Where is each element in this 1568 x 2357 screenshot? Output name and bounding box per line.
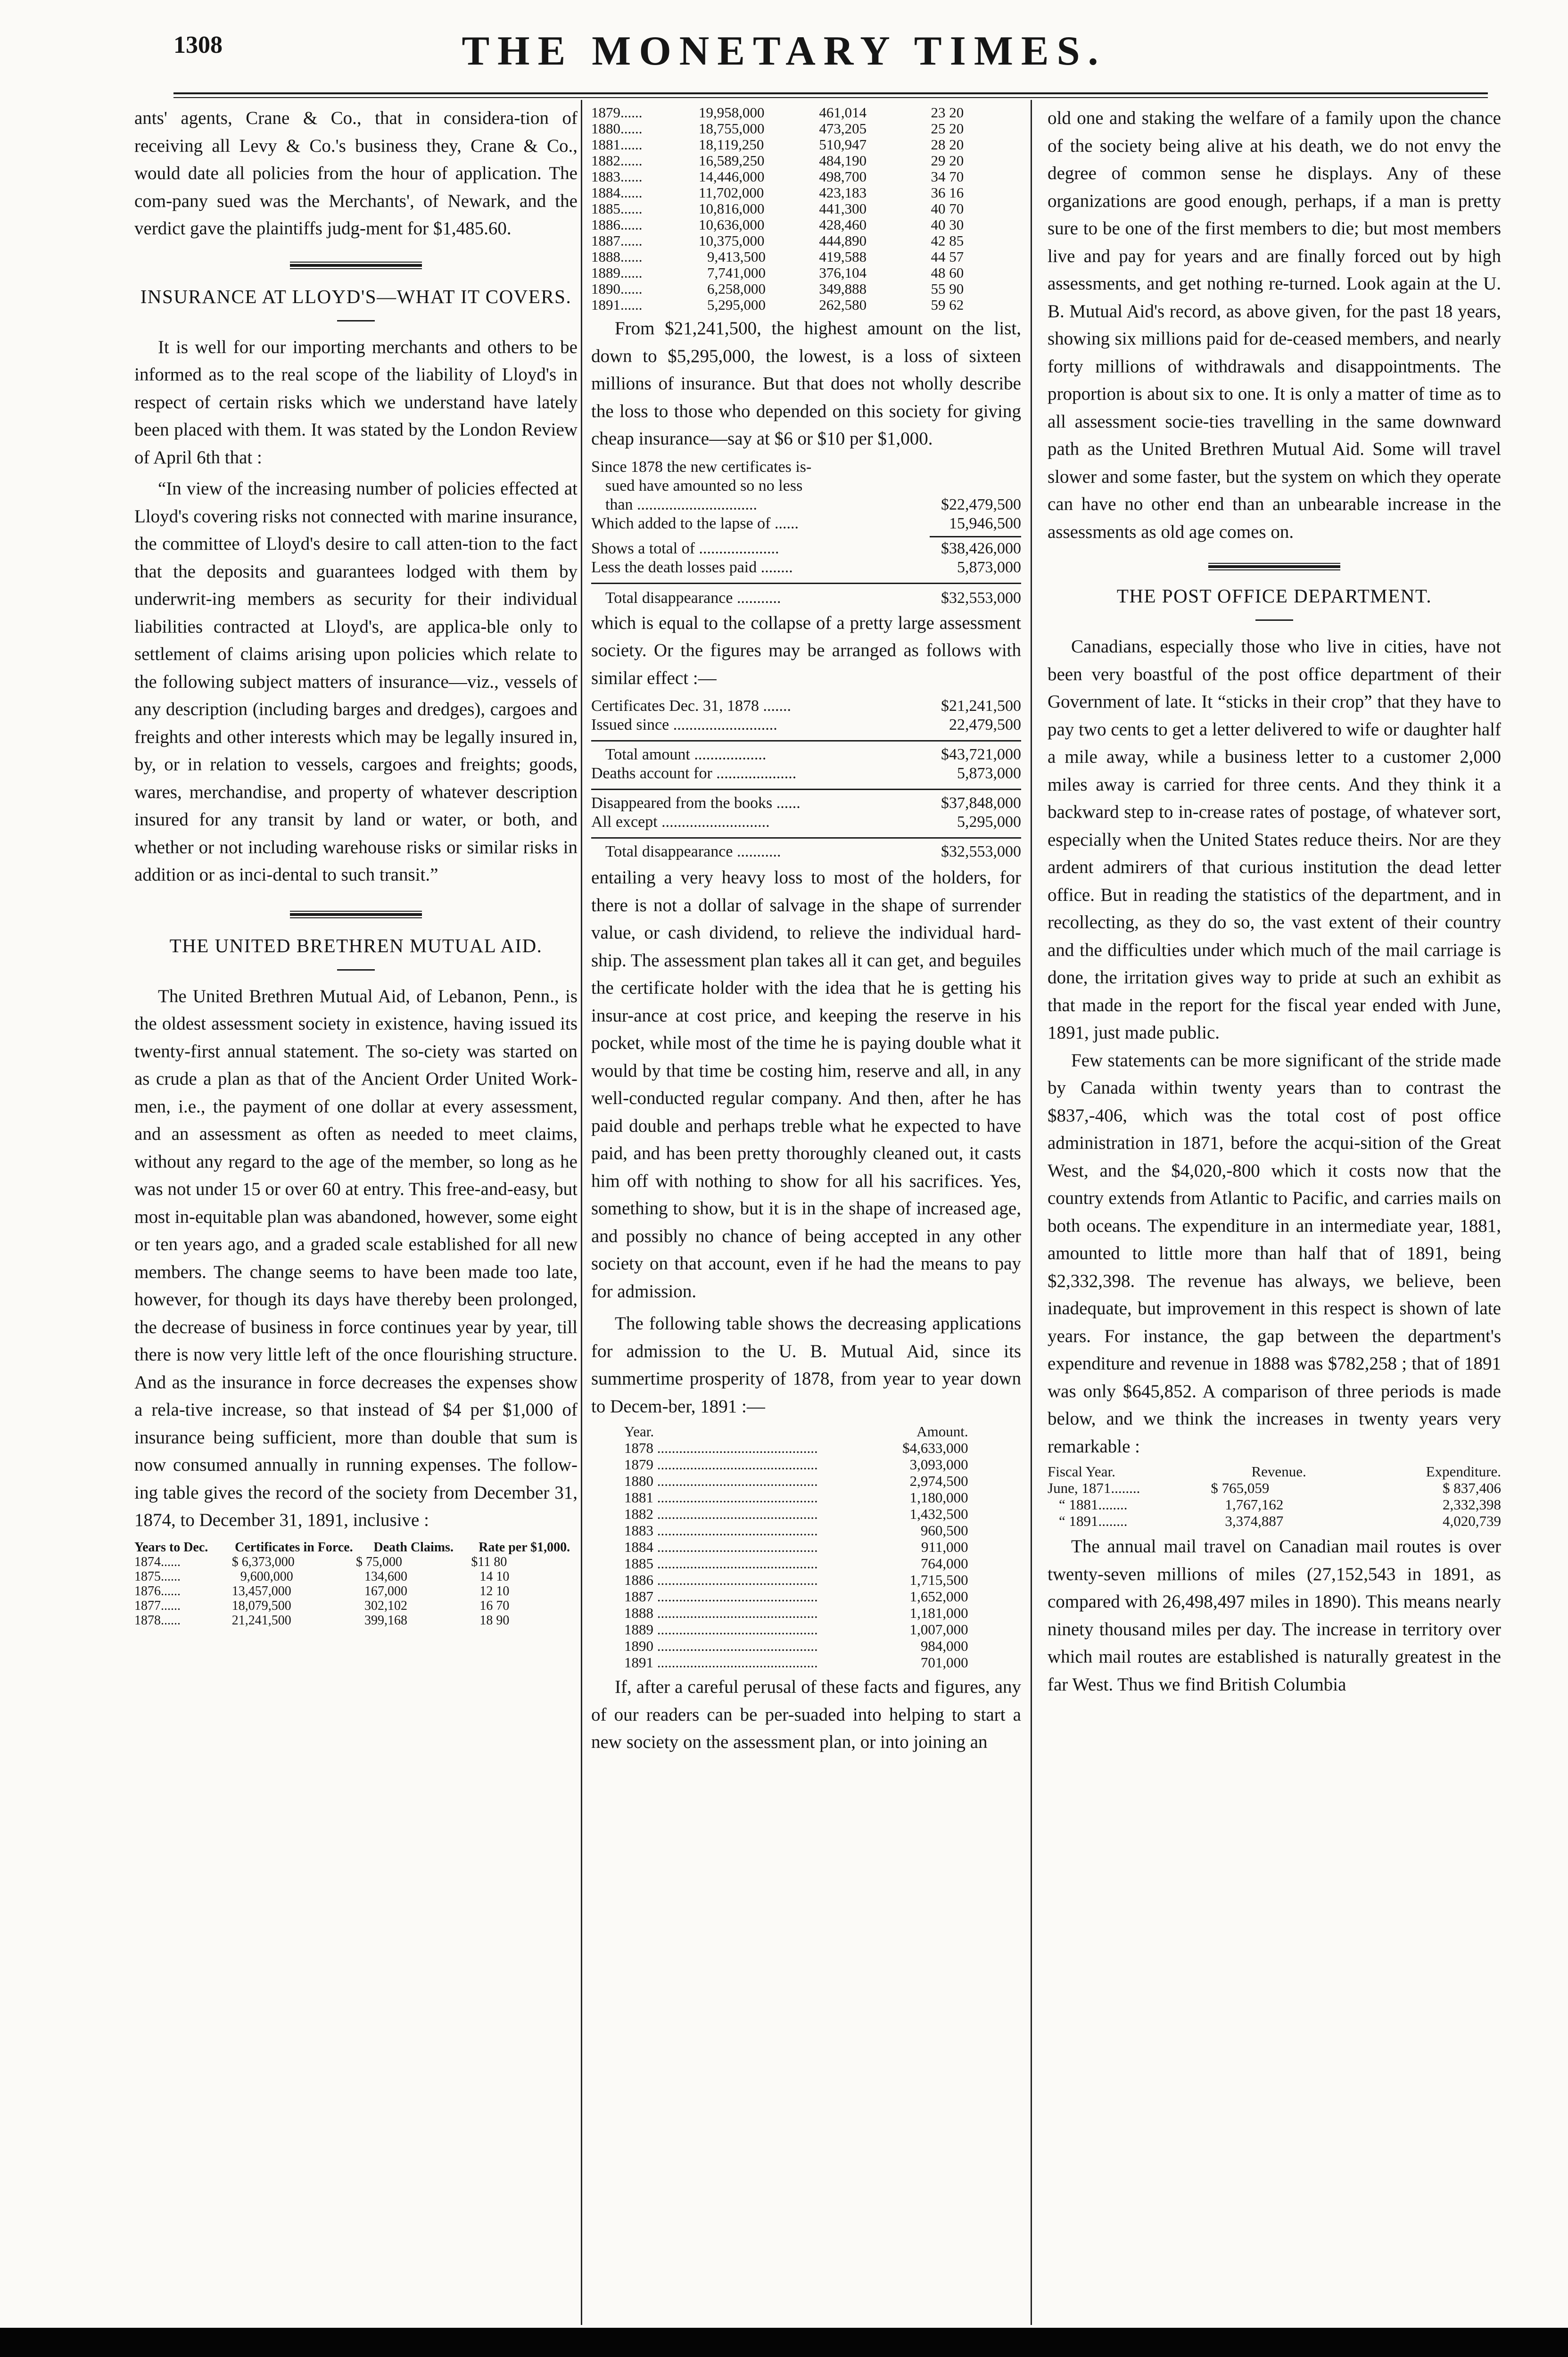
cell-rate: $11 80 <box>471 1554 507 1569</box>
calc-label: Total disappearance <box>605 843 733 860</box>
cell-year: 1887 <box>624 1588 653 1605</box>
calc-line: Disappeared from the books ...... $37,848,000 <box>591 794 1021 812</box>
calc-label: Shows a total of <box>591 539 695 557</box>
cell-certificates: 9,600,000 <box>240 1569 293 1584</box>
cell-certificates: 9,413,500 <box>707 248 766 265</box>
table-row: 1879 ............................................ 3,093,000 <box>624 1456 968 1473</box>
calc-line: Deaths account for .................... 5,873,000 <box>591 765 1021 782</box>
calc-rule <box>591 533 1021 539</box>
from-paragraph: From $21,241,500, the highest amount on the list, down to $5,295,000, the lowest, is a loss of sixteen millions of insurance. But that does not wholly describe the loss to those who depended on this society for giving cheap insurance—say at $6 or $10 per $1,000. <box>591 318 1021 449</box>
calc-line <box>591 458 1021 477</box>
cell-certificates: 13,457,000 <box>231 1583 291 1599</box>
table-row <box>1048 1496 1501 1513</box>
cell-certificates: $ 6,373,000 <box>231 1554 295 1569</box>
heading-rule <box>337 969 375 971</box>
cell-certificates: 7,741,000 <box>707 264 766 281</box>
cell-death-claims: 376,104 <box>819 264 867 281</box>
cell-revenue: 1,767,162 <box>1225 1496 1284 1513</box>
cell-certificates: 10,636,000 <box>699 216 765 233</box>
cell-year: 1884...... <box>591 184 643 201</box>
cell-certificates: 18,755,000 <box>699 120 765 137</box>
col-header-revenue: Revenue. <box>1251 1463 1306 1480</box>
post-office-heading: THE POST OFFICE DEPARTMENT. <box>1116 585 1432 607</box>
table-row: 1886 ............................................ 1,715,500 <box>624 1572 968 1588</box>
table-row <box>134 1555 578 1569</box>
cell-certificates: 10,816,000 <box>699 200 765 217</box>
calc-value: 22,479,500 <box>949 716 1021 733</box>
cell-death-claims: 423,183 <box>819 184 867 201</box>
cell-certificates: 21,241,500 <box>231 1613 291 1628</box>
cell-year: 1877...... <box>134 1598 181 1613</box>
cell-year: 1887...... <box>591 232 643 249</box>
col-header-amount: Amount. <box>916 1423 968 1440</box>
col-header-certificates: Certificates in Force. <box>235 1540 353 1555</box>
table-row <box>591 105 1021 121</box>
col-header-death-claims: Death Claims. <box>373 1540 454 1555</box>
cell-revenue: $ 765,059 <box>1211 1480 1270 1496</box>
calc-value: $43,721,000 <box>941 746 1021 763</box>
cell-rate: 14 10 <box>479 1569 510 1584</box>
col-header-year: Year. <box>624 1423 654 1440</box>
calc-label: Disappeared from the books <box>591 794 773 812</box>
cell-year: 1890...... <box>591 280 643 297</box>
cell-certificates: 16,589,250 <box>699 152 765 169</box>
cell-death-claims: 498,700 <box>819 168 867 185</box>
cell-expenditure: $ 837,406 <box>1443 1480 1501 1496</box>
table-row: 1889 ............................................ 1,007,000 <box>624 1621 968 1638</box>
table-row: 1884 ............................................ 911,000 <box>624 1539 968 1555</box>
section-divider <box>1208 563 1340 570</box>
cell-year: 1880 <box>624 1473 653 1489</box>
col-header-fiscal-year: Fiscal Year. <box>1048 1463 1115 1480</box>
calc-rule <box>591 832 1021 842</box>
table-row <box>591 249 1021 265</box>
table-row <box>1048 1480 1501 1496</box>
cell-death-claims: 428,460 <box>819 216 867 233</box>
calc-label: Total amount <box>605 746 690 763</box>
calc-label: Certificates Dec. 31, 1878 <box>591 697 759 715</box>
calc-value: $32,553,000 <box>941 843 1021 860</box>
cell-death-claims: 167,000 <box>364 1583 407 1599</box>
calc-value: 15,946,500 <box>949 514 1021 532</box>
post-office-paragraph-3: The annual mail travel on Canadian mail routes is over twenty-seven millions of miles (27,152,543 in 1891, as compared with 26,498,497 miles in 1890). This means nearly ninety thousand miles per day. The increase in territory over which mail routes are established is naturally greatest in the far West. Thus we find British Columbia <box>1048 1536 1501 1695</box>
cell-year: 1885 <box>624 1555 653 1572</box>
calc-line: Certificates Dec. 31, 1878 ....... $21,241,500 <box>591 697 1021 715</box>
cell-certificates: 18,119,250 <box>699 136 764 153</box>
cell-year: 1890 <box>624 1638 653 1654</box>
table-row <box>591 281 1021 297</box>
cell-amount: 1,007,000 <box>909 1621 968 1638</box>
ub-paragraph: The United Brethren Mutual Aid, of Lebanon, Penn., is the oldest assessment society in existence, having issued its twenty-first annual statement. The so-ciety was started on as crude a plan as that of the Ancient Order United Work-men, i.e., the payment of one dollar at every assessment, and an assessment as often as needed to meet claims, without any regard to the age of the member, so long as he was not under 15 or over 60 at entry. This free-and-easy, but most in-equitable plan was abandoned, however, some eight or ten years ago, and a graded scale established for all new members. The change seems to have been made too late, however, for though its days have thereby been prolonged, the decrease of business in force continues year by year, till there is now very little left of the once flourishing structure. And as the insurance in force decreases the expenses show a rela-tive increase, so that instead of $4 per $1,000 of insurance being sufficient, more than double that sum is now consumed annually in running expenses. The follow-ing table gives the record of the society from December 31, 1874, to December 31, 1891, inclusive : <box>134 986 578 1530</box>
cell-year: 1881...... <box>591 136 643 153</box>
calc-line: Less the death losses paid ........ 5,873,000 <box>591 558 1021 576</box>
cell-year: 1884 <box>624 1539 653 1555</box>
calc-label: Deaths account for <box>591 765 712 782</box>
cell-certificates: 6,258,000 <box>707 280 766 297</box>
table-row <box>134 1584 578 1599</box>
calc-label: Issued since <box>591 716 669 733</box>
fiscal-comparison-table <box>1048 1463 1501 1529</box>
calc-label: Total disappearance <box>605 589 733 607</box>
cell-year: 1876...... <box>134 1583 181 1599</box>
cell-year: “ 1881........ <box>1059 1496 1128 1513</box>
cell-rate: 12 10 <box>479 1583 510 1599</box>
cell-certificates: 14,446,000 <box>699 168 765 185</box>
section-divider <box>290 911 422 918</box>
cell-year: 1878...... <box>134 1613 181 1628</box>
calc-label: Since 1878 the new certificates is- <box>591 458 812 476</box>
table-row <box>134 1613 578 1628</box>
table-row: 1880 ............................................ 2,974,500 <box>624 1473 968 1489</box>
calc-value: 5,873,000 <box>957 765 1021 782</box>
cell-death-claims: 419,588 <box>819 248 867 265</box>
cell-year: 1888...... <box>591 248 643 265</box>
table-row: 1881 ............................................ 1,180,000 <box>624 1489 968 1506</box>
cell-death-claims: 441,300 <box>819 200 867 217</box>
cell-rate: 40 70 <box>931 200 964 217</box>
calculation-table-1 <box>591 458 1021 608</box>
cell-year: 1885...... <box>591 200 643 217</box>
applications-table <box>624 1423 968 1671</box>
table-row: 1890 ............................................ 984,000 <box>624 1638 968 1654</box>
calc-label: All except <box>591 813 658 831</box>
section-divider <box>290 262 422 269</box>
table-row <box>591 169 1021 185</box>
table-row <box>1048 1513 1501 1529</box>
table-row <box>591 217 1021 233</box>
column-right <box>1039 105 1501 1698</box>
calc-value: $21,241,500 <box>941 697 1021 715</box>
table-row <box>591 121 1021 137</box>
cell-year: 1886 <box>624 1572 653 1588</box>
cell-rate: 36 16 <box>931 184 964 201</box>
cell-year: 1880...... <box>591 120 643 137</box>
calc-label: than <box>605 495 633 513</box>
cell-death-claims: 484,190 <box>819 152 867 169</box>
cell-year: 1891 <box>624 1654 653 1671</box>
col-header-expenditure: Expenditure. <box>1426 1463 1501 1480</box>
column-left <box>134 105 578 1628</box>
cell-rate: 29 20 <box>931 152 964 169</box>
calc-label: sued have amounted so no less <box>605 477 803 494</box>
cell-year: 1886...... <box>591 216 643 233</box>
calculation-table-2 <box>591 697 1021 861</box>
cell-year: 1875...... <box>134 1569 181 1584</box>
cell-amount: 984,000 <box>920 1638 968 1654</box>
cell-death-claims: 444,890 <box>819 232 867 249</box>
cell-amount: 701,000 <box>920 1654 968 1671</box>
cell-death-claims: 461,014 <box>819 104 867 121</box>
table-row: 1888 ............................................ 1,181,000 <box>624 1605 968 1621</box>
entailing-paragraph: entailing a very heavy loss to most of the holders, for there is not a dollar of salvage in the shape of surrender value, or cash dividend, to relieve the individual hard-ship. The assessment plan takes all it can get, and beguiles the certificate holder with the idea that he is getting his insur-ance at cost price, and keeping the reserve in his pocket, while most of the time he is paying double what it would by that time be costing him, reserve and all, in any well-conducted regular company. And then, after he has paid double and perhaps treble what he expected to have paid, and has been pretty thoroughly cleaned out, it casts him off with nothing to show for all his sacrifices. Yes, something to show, but it is in the shape of increased age, and possibly no chance of being accepted in any other society on that account, even if he had the means to pay for admission. <box>591 867 1021 1302</box>
cell-rate: 55 90 <box>931 280 964 297</box>
cell-amount: 2,974,500 <box>909 1473 968 1489</box>
cell-year: 1889...... <box>591 264 643 281</box>
calc-line: Which added to the lapse of ...... 15,946,500 <box>591 514 1021 532</box>
col-header-rate: Rate per $1,000. <box>479 1540 570 1555</box>
table-row: 1883 ............................................ 960,500 <box>624 1522 968 1539</box>
column-middle <box>579 105 1032 1756</box>
calc-value: $37,848,000 <box>941 794 1021 812</box>
cell-rate: 23 20 <box>931 104 964 121</box>
intro-paragraph: ants' agents, Crane & Co., that in considera-tion of receiving all Levy & Co.'s business they, Crane & Co., would date all policies from the hour of application. The com-pany sued was the Merchants', of Newark, and the verdict gave the plaintiffs judg-ment for $1,485.60. <box>134 108 578 239</box>
table-row <box>591 233 1021 249</box>
cell-year: 1881 <box>624 1489 653 1506</box>
cell-year: “ 1891........ <box>1059 1513 1128 1529</box>
cell-certificates: 10,375,000 <box>699 232 765 249</box>
calc-value: 5,295,000 <box>957 813 1021 831</box>
cell-year: 1879...... <box>591 104 643 121</box>
cell-certificates: 19,958,000 <box>699 104 765 121</box>
cell-death-claims: 349,888 <box>819 280 867 297</box>
cell-year: 1889 <box>624 1621 653 1638</box>
ub-record-table-part2 <box>591 105 1021 313</box>
scan-bottom-edge <box>0 2328 1568 2357</box>
cell-rate: 59 62 <box>931 297 964 313</box>
cell-rate: 16 70 <box>479 1598 510 1613</box>
cell-expenditure: 2,332,398 <box>1443 1496 1501 1513</box>
cell-death-claims: 473,205 <box>819 120 867 137</box>
heading-rule <box>1255 619 1293 621</box>
calc-line: Total disappearance ........... $32,553,000 <box>605 843 1021 860</box>
calc-line: than .............................. $22,479,500 <box>605 495 1021 513</box>
calc-value: $22,479,500 <box>941 495 1021 513</box>
calc-line: Total amount .................. $43,721,000 <box>605 746 1021 763</box>
table-header-row <box>134 1540 578 1555</box>
lloyds-paragraph: It is well for our importing merchants and others to be informed as to the real scope of the liability of Lloyd's in respect of certain risks which we understand have lately been placed with them. It was stated by the London Review of April 6th that : <box>134 337 578 468</box>
masthead-title: THE MONETARY TIMES. <box>462 28 1106 74</box>
cell-amount: 1,715,500 <box>909 1572 968 1588</box>
cell-amount: 3,093,000 <box>909 1456 968 1473</box>
table-row <box>134 1569 578 1584</box>
calc-label: Less the death losses paid <box>591 558 757 576</box>
page-number: 1308 <box>173 32 223 58</box>
calc-line: Total disappearance ........... $32,553,000 <box>605 589 1021 607</box>
cell-certificates: 5,295,000 <box>707 297 766 313</box>
cell-year: 1878 <box>624 1440 653 1456</box>
cell-death-claims: 510,947 <box>819 136 867 153</box>
calc-label: Which added to the lapse of <box>591 514 771 532</box>
table-row: 1887 ............................................ 1,652,000 <box>624 1588 968 1605</box>
cell-expenditure: 4,020,739 <box>1443 1513 1501 1529</box>
cell-rate: 28 20 <box>931 136 964 153</box>
table-row: 1878 ............................................ $4,633,000 <box>624 1440 968 1456</box>
cell-year: 1883 <box>624 1522 653 1539</box>
cell-death-claims: 262,580 <box>819 297 867 313</box>
col-header-year: Years to Dec. <box>134 1540 208 1555</box>
cell-amount: 911,000 <box>921 1539 968 1555</box>
table-header-row <box>1048 1463 1501 1480</box>
post-office-paragraph-2: Few statements can be more significant of the stride made by Canada within twenty years than to contrast the $837,-406, which was the total cost of post office administration in 1871, before the acqui-sition of the Great West, and the $4,020,-800 which it costs now that the country extends from Atlantic to Pacific, and carries mails on both oceans. The expenditure in an intermediate year, 1881, amounted to little more than half that of 1891, being $2,332,398. The revenue has always, we believe, been inadequate, but improvement in this respect is shown of late years. For instance, the gap between the department's expenditure and revenue in 1888 was $782,258 ; that of 1891 was only $645,852. A comparison of three periods is made below, and we think the increases in twenty years very remarkable : <box>1048 1050 1501 1457</box>
calc-rule <box>591 734 1021 745</box>
cell-rate: 48 60 <box>931 264 964 281</box>
calc-value: $38,426,000 <box>941 539 1021 557</box>
cell-certificates: 11,702,000 <box>699 184 764 201</box>
cell-year: 1874...... <box>134 1554 181 1569</box>
cell-amount: 960,500 <box>920 1522 968 1539</box>
which-paragraph: which is equal to the collapse of a pretty large assessment society. Or the figures may be arranged as follows with similar effect :— <box>591 612 1021 688</box>
cell-year: 1882 <box>624 1506 653 1522</box>
lloyds-heading: INSURANCE AT LLOYD'S—WHAT IT COVERS. <box>140 285 572 307</box>
if-paragraph: If, after a careful perusal of these facts and figures, any of our readers can be per-suaded into helping to start a new society on the assessment plan, or into joining an <box>591 1677 1021 1752</box>
cell-rate: 25 20 <box>931 120 964 137</box>
table-row: 1882 ............................................ 1,432,500 <box>624 1506 968 1522</box>
cell-certificates: 18,079,500 <box>231 1598 291 1613</box>
table-header-row <box>624 1423 968 1440</box>
cell-amount: 764,000 <box>920 1555 968 1572</box>
calc-value: 5,873,000 <box>957 558 1021 576</box>
table-row <box>591 153 1021 169</box>
cell-year: 1891...... <box>591 297 643 313</box>
following-paragraph: The following table shows the decreasing applications for admission to the U. B. Mutual Aid, since its summertime prosperity of 1878, from year to year down to Decem-ber, 1891 :— <box>591 1313 1021 1417</box>
cell-death-claims: 134,600 <box>364 1569 407 1584</box>
table-row: 1891 ............................................ 701,000 <box>624 1654 968 1671</box>
heading-rule <box>337 320 375 321</box>
cell-rate: 18 90 <box>479 1613 510 1628</box>
lloyds-quote: “In view of the increasing number of policies effected at Lloyd's covering risks not connected with marine insurance, the committee of Lloyd's desire to call atten-tion to the fact that the deposits and guarantees lodged with them by underwrit-ing members as security for their individual liabilities contracted at Lloyd's, are applica-ble only to settlement of claims arising upon policies which relate to the following subject matters of insurance—viz., vessels of any description (including barges and dredges), cargoes and freights and other interests which may be legally insured in, by, or in relation to vessels, cargoes and freights; goods, wares, merchandise, and property of whatever description insured for any transit by land or water, or both, and whether or not including warehouse risks or similar risks in addition or as inci-dental to such transit.” <box>134 478 578 885</box>
cell-amount: 1,181,000 <box>909 1605 968 1621</box>
ub-record-table-part1 <box>134 1540 578 1628</box>
table-row <box>591 265 1021 281</box>
cell-death-claims: 302,102 <box>364 1598 407 1613</box>
cell-year: June, 1871........ <box>1048 1480 1140 1496</box>
table-row <box>591 137 1021 153</box>
cell-death-claims: $ 75,000 <box>355 1554 402 1569</box>
cell-amount: 1,652,000 <box>909 1588 968 1605</box>
cell-year: 1882...... <box>591 152 643 169</box>
cell-rate: 34 70 <box>931 168 964 185</box>
header-rule-thin <box>173 97 1488 98</box>
cell-rate: 44 57 <box>931 248 964 265</box>
cell-rate: 42 85 <box>931 232 964 249</box>
table-row <box>591 297 1021 313</box>
table-row <box>591 201 1021 217</box>
header-rule-thick <box>173 92 1488 94</box>
page-header <box>0 0 1568 94</box>
calc-value: $32,553,000 <box>941 589 1021 607</box>
calc-rule <box>591 577 1021 589</box>
cell-amount: $4,633,000 <box>902 1440 968 1456</box>
cell-death-claims: 399,168 <box>364 1613 407 1628</box>
table-row <box>591 185 1021 201</box>
table-row: 1885 ............................................ 764,000 <box>624 1555 968 1572</box>
calc-line: All except ........................... 5,295,000 <box>591 813 1021 831</box>
calc-line <box>591 477 1021 495</box>
cell-amount: 1,180,000 <box>909 1489 968 1506</box>
calc-rule <box>591 783 1021 794</box>
ub-heading: THE UNITED BRETHREN MUTUAL AID. <box>169 934 543 956</box>
post-office-paragraph-1: Canadians, especially those who live in cities, have not been very boastful of the post office department of their Government of late. It “sticks in their crop” that they have to pay two cents to get a letter delivered to wife or daughter half a mile away, while a business letter to a customer 2,000 miles away is carried for three cents. And they think it a backward step to in-crease rates of postage, of whatever sort, especially when the United States reduce theirs. Nor are they ardent admirers of that curious institution the dead letter office. But in reading the statistics of the department, and in recollecting, as they do so, the vast extent of their country and the difficulties under which much of the mail carriage is done, the irritation gives way to pride at such an exhibit as that made in the report for the fiscal year ended with June, 1891, just made public. <box>1048 636 1501 1043</box>
table-row <box>134 1599 578 1613</box>
calc-line: Shows a total of .................... $38,426,000 <box>591 539 1021 557</box>
old-one-paragraph: old one and staking the welfare of a family upon the chance of the society being alive at his death, we do not envy the degree of common sense he displays. Any of these organizations are good enough, perhaps, if a man is pretty sure to be one of the first members to die; but most members live and pay for years and are finally forced out by high assessments, and get nothing re-turned. Look again at the U. B. Mutual Aid's record, as above given, for the past 18 years, showing six millions paid for de-ceased members, and nearly forty millions of withdrawals and disappointments. The proportion is about six to one. It is only a matter of time as to all assessment socie-ties travelling in the same downward path as the United Brethren Mutual Aid. Some will travel slower and some faster, but the system on which they operate can have no other end than an unbearable increase in the assessments as old age comes on. <box>1048 108 1501 542</box>
cell-year: 1883...... <box>591 168 643 185</box>
cell-revenue: 3,374,887 <box>1225 1513 1284 1529</box>
cell-year: 1879 <box>624 1456 653 1473</box>
cell-year: 1888 <box>624 1605 653 1621</box>
calc-line: Issued since .......................... 22,479,500 <box>591 716 1021 733</box>
cell-amount: 1,432,500 <box>909 1506 968 1522</box>
cell-rate: 40 30 <box>931 216 964 233</box>
